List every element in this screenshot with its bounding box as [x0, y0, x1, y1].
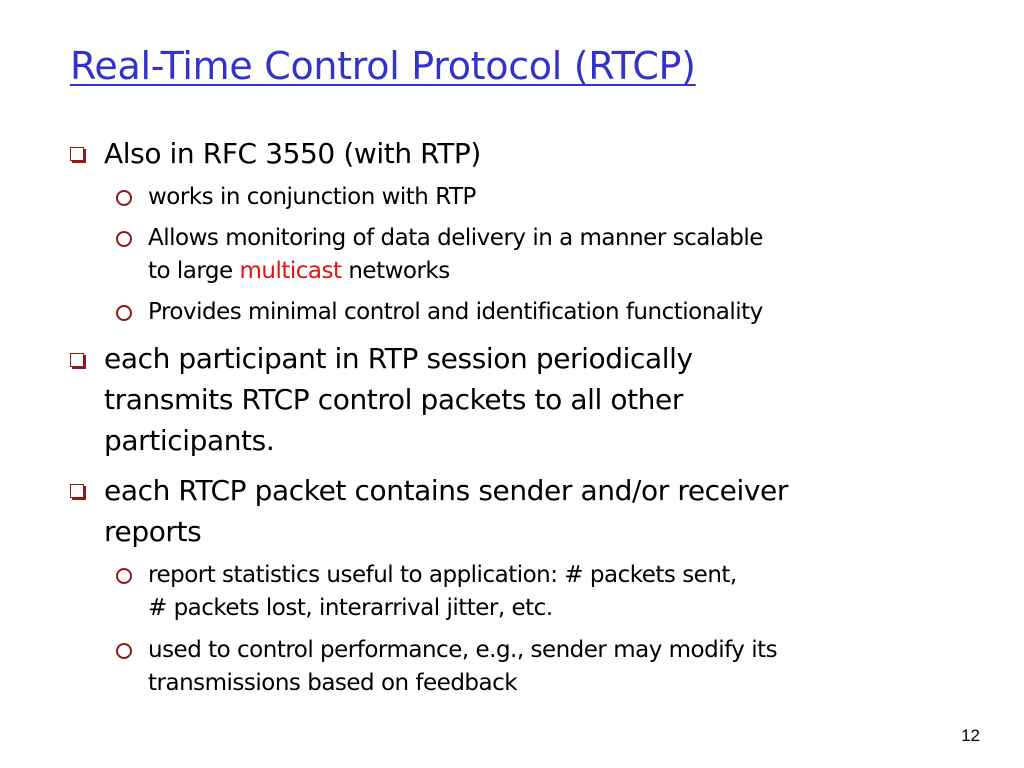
bullet-2-line3: participants.	[104, 424, 275, 457]
sub-bullet-1-3-text: Provides minimal control and identification functionality	[148, 299, 763, 325]
sub-bullet-3-2-line1: used to control performance, e.g., sender may modify its	[148, 637, 778, 663]
page-number: 12	[961, 726, 980, 745]
slide-title: Real-Time Control Protocol (RTCP)	[70, 44, 696, 88]
square-bullet-icon	[70, 484, 84, 498]
sub-bullet-3-2-line2: transmissions based on feedback	[148, 670, 518, 696]
ring-bullet-icon	[116, 643, 132, 659]
ring-bullet-icon	[116, 231, 132, 247]
bullet-3-line1: each RTCP packet contains sender and/or receiver	[104, 474, 788, 507]
ring-bullet-icon	[116, 190, 132, 206]
sub-bullet-3-1-line2: # packets lost, interarrival jitter, etc.	[148, 595, 553, 621]
multicast-highlight: multicast	[239, 258, 342, 284]
bullet-2-line2: transmits RTCP control packets to all other	[104, 383, 683, 416]
sub-bullet-1-2-line2	[148, 255, 450, 288]
bullet-2-line1: each participant in RTP session periodically	[104, 342, 693, 375]
sub-bullet-1-2-post: networks	[341, 258, 450, 284]
ring-bullet-icon	[116, 305, 132, 321]
square-bullet-icon	[70, 353, 84, 367]
ring-bullet-icon	[116, 568, 132, 584]
bullet-1-text: Also in RFC 3550 (with RTP)	[104, 137, 481, 170]
sub-bullet-1-1-text: works in conjunction with RTP	[148, 184, 476, 210]
sub-bullet-3-1-line1: report statistics useful to application: # packets sent,	[148, 562, 737, 588]
bullet-3-line2: reports	[104, 515, 202, 548]
square-bullet-icon	[70, 147, 84, 161]
sub-bullet-1-2-line1: Allows monitoring of data delivery in a manner scalable	[148, 225, 763, 251]
sub-bullet-1-2-pre: to large	[148, 258, 240, 284]
